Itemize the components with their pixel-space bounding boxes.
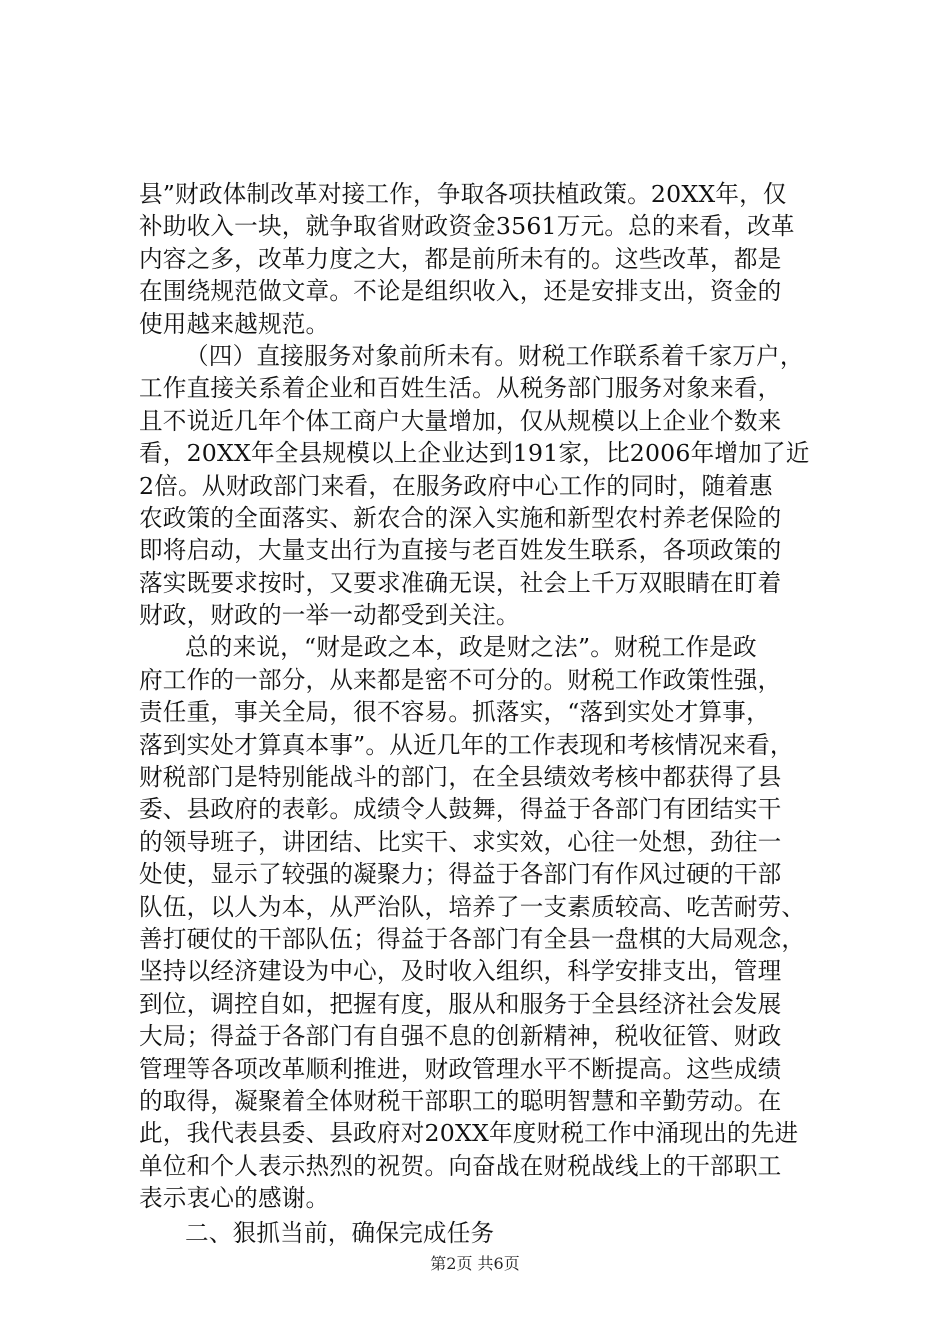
text-line: 即将启动，大量支出行为直接与老百姓发生联系，各项政策的 [139,536,782,565]
paragraph-start-line: 总的来说，“财是政之本，政是财之法”。财税工作是政 [185,633,757,662]
text-line: 责任重，事关全局，很不容易。抓落实，“落到实处才算事， [139,698,770,727]
page-footer: 第2页 共6页 [430,1254,520,1273]
text-line: 落到实处才算真本事”。从近几年的工作表现和考核情况来看， [139,730,794,759]
text-line: 内容之多，改革力度之大，都是前所未有的。这些改革，都是 [139,244,782,273]
text-line: 大局；得益于各部门有自强不息的创新精神，税收征管、财政 [139,1022,782,1051]
document-body [139,178,839,1249]
text-line: 农政策的全面落实、新农合的深入实施和新型农村养老保险的 [139,503,782,532]
text-line: 财税部门是特别能战斗的部门，在全县绩效考核中都获得了县 [139,763,782,792]
text-line: 看，20XX年全县规模以上企业达到191家，比2006年增加了近 [139,439,810,468]
text-line: 管理等各项改革顺利推进，财政管理水平不断提高。这些成绩 [139,1054,782,1083]
text-line: 队伍，以人为本，从严治队，培养了一支素质较高、吃苦耐劳、 [139,892,806,921]
text-line: 财政，财政的一举一动都受到关注。 [139,601,520,630]
text-line: 坚持以经济建设为中心，及时收入组织，科学安排支出，管理 [139,957,782,986]
text-line: 善打硬仗的干部队伍；得益于各部门有全县一盘棋的大局观念， [139,924,806,953]
text-line: 落实既要求按时，又要求准确无误，社会上千万双眼睛在盯着 [139,568,782,597]
text-line: 的领导班子，讲团结、比实干、求实效，心往一处想，劲往一 [139,827,782,856]
text-line: 处使，显示了较强的凝聚力；得益于各部门有作风过硬的干部 [139,860,782,889]
text-line: 此，我代表县委、县政府对20XX年度财税工作中涌现出的先进 [139,1119,799,1148]
text-line: 且不说近几年个体工商户大量增加，仅从规模以上企业个数来 [139,406,782,435]
text-line: 使用越来越规范。 [139,309,330,338]
text-line: 的取得，凝聚着全体财税干部职工的聪明智慧和辛勤劳动。在 [139,1086,782,1115]
text-line: 在围绕规范做文章。不论是组织收入，还是安排支出，资金的 [139,277,782,306]
text-line: 到位，调控自如，把握有度，服从和服务于全县经济社会发展 [139,989,782,1018]
section-heading: 二、狠抓当前，确保完成任务 [185,1218,495,1247]
text-line: 委、县政府的表彰。成绩令人鼓舞，得益于各部门有团结实干 [139,795,782,824]
text-line: 补助收入一块，就争取省财政资金3561万元。总的来看，改革 [139,212,795,241]
text-line: 县”财政体制改革对接工作，争取各项扶植政策。20XX年，仅 [139,180,787,208]
text-line: 工作直接关系着企业和百姓生活。从税务部门服务对象来看， [139,374,782,403]
text-line: 单位和个人表示热烈的祝贺。向奋战在财税战线上的干部职工 [139,1151,782,1180]
text-line: 表示衷心的感谢。 [139,1184,330,1213]
text-line: 2倍。从财政部门来看，在服务政府中心工作的同时，随着惠 [139,471,773,500]
text-line: 府工作的一部分，从来都是密不可分的。财税工作政策性强， [139,665,782,694]
paragraph-start-line: （四）直接服务对象前所未有。财税工作联系着千家万户， [185,341,804,370]
